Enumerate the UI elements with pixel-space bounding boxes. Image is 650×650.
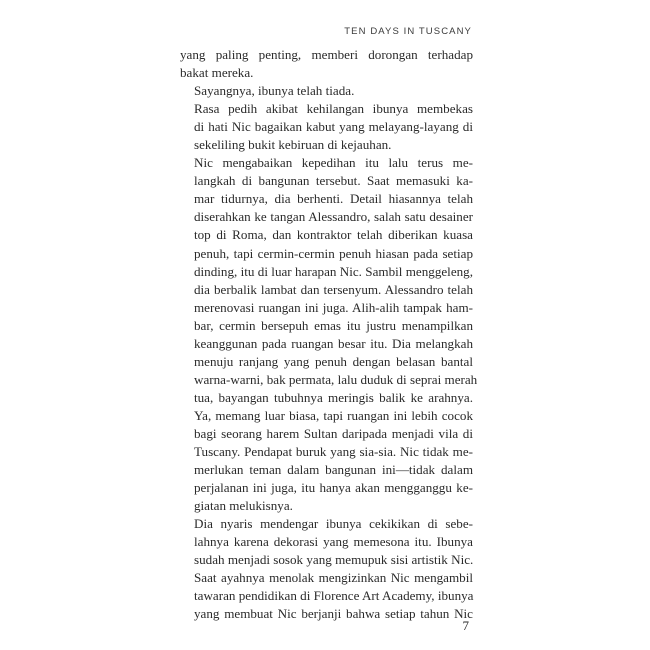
- text-line: Nic mengabaikan kepedihan itu lalu terus me-: [194, 155, 473, 171]
- text-line: lahnya karena dekorasi yang memesona itu. Ibunya: [194, 534, 473, 550]
- body-text: [180, 46, 478, 624]
- text-line: dia berbalik lambat dan tersenyum. Alessandro telah: [194, 281, 473, 297]
- text-line: mar tidurnya, dia berhenti. Detail hiasannya telah: [194, 191, 473, 207]
- text-line: yang membuat Nic berjanji bahwa setiap tahun Nic: [194, 606, 473, 622]
- text-line: penuh, tapi cermin-cermin penuh hiasan pada setiap: [194, 245, 473, 261]
- text-line: merlukan teman dalam bangunan ini—tidak dalam: [194, 462, 473, 478]
- text-line: tua, bayangan tubuhnya meringis balik ke arahnya.: [194, 389, 473, 405]
- text-line: bakat mereka.: [180, 65, 254, 81]
- paragraph-1: [180, 46, 473, 82]
- text-line: bagi seorang harem Sultan daripada menjadi vila di: [194, 425, 473, 441]
- text-line: top di Roma, dan kontraktor telah diberikan kuasa: [194, 227, 473, 243]
- page-number: 7: [462, 618, 469, 633]
- text-line: Ya, memang luar biasa, tapi ruangan ini lebih cocok: [194, 407, 473, 423]
- text-line: di hati Nic bagaikan kabut yang melayang-layang di: [194, 119, 473, 135]
- paragraph-3: [180, 100, 473, 154]
- text-line: sudah menjadi sosok yang memupuk sisi artistik Nic.: [194, 552, 474, 568]
- paragraph-4: [180, 154, 478, 515]
- running-head: TEN DAYS IN TUSCANY: [344, 26, 472, 37]
- text-line: warna-warni, bak permata, lalu duduk di seprai merah: [194, 371, 478, 387]
- text-line: langkah di bangunan tersebut. Saat memasuki ka-: [194, 173, 473, 189]
- text-line: Dia nyaris mendengar ibunya cekikikan di sebe-: [194, 516, 473, 532]
- text-line: bar, cermin bersepuh emas itu justru menampilkan: [194, 317, 473, 333]
- text-line: diserahkan ke tangan Alessandro, salah satu desainer: [194, 209, 473, 225]
- paragraph-5: [180, 515, 473, 623]
- text-line: menuju ranjang yang penuh dengan belasan bantal: [194, 353, 473, 369]
- text-line: keanggunan pada ruangan besar itu. Dia melangkah: [194, 335, 473, 351]
- text-line: sekeliling bukit kebiruan di kejauhan.: [194, 137, 392, 153]
- text-line: yang paling penting, memberi dorongan terhadap: [180, 47, 473, 62]
- text-line: Tuscany. Pendapat buruk yang sia-sia. Nic tidak me-: [194, 444, 473, 460]
- text-line: merenovasi ruangan ini juga. Alih-alih tampak ham-: [194, 299, 473, 315]
- text-line: giatan melukisnya.: [194, 498, 293, 514]
- text-line: Saat ayahnya menolak mengizinkan Nic mengambil: [194, 570, 473, 586]
- text-line: Sayangnya, ibunya telah tiada.: [194, 83, 355, 99]
- text-line: tawaran pendidikan di Florence Art Academy, ibunya: [194, 588, 474, 604]
- text-line: dinding, itu di luar harapan Nic. Sambil menggeleng,: [194, 263, 473, 279]
- text-line: perjalanan ini juga, itu hanya akan mengganggu ke-: [194, 480, 473, 496]
- text-line: Rasa pedih akibat kehilangan ibunya membekas: [194, 101, 473, 117]
- paragraph-2: [180, 82, 473, 100]
